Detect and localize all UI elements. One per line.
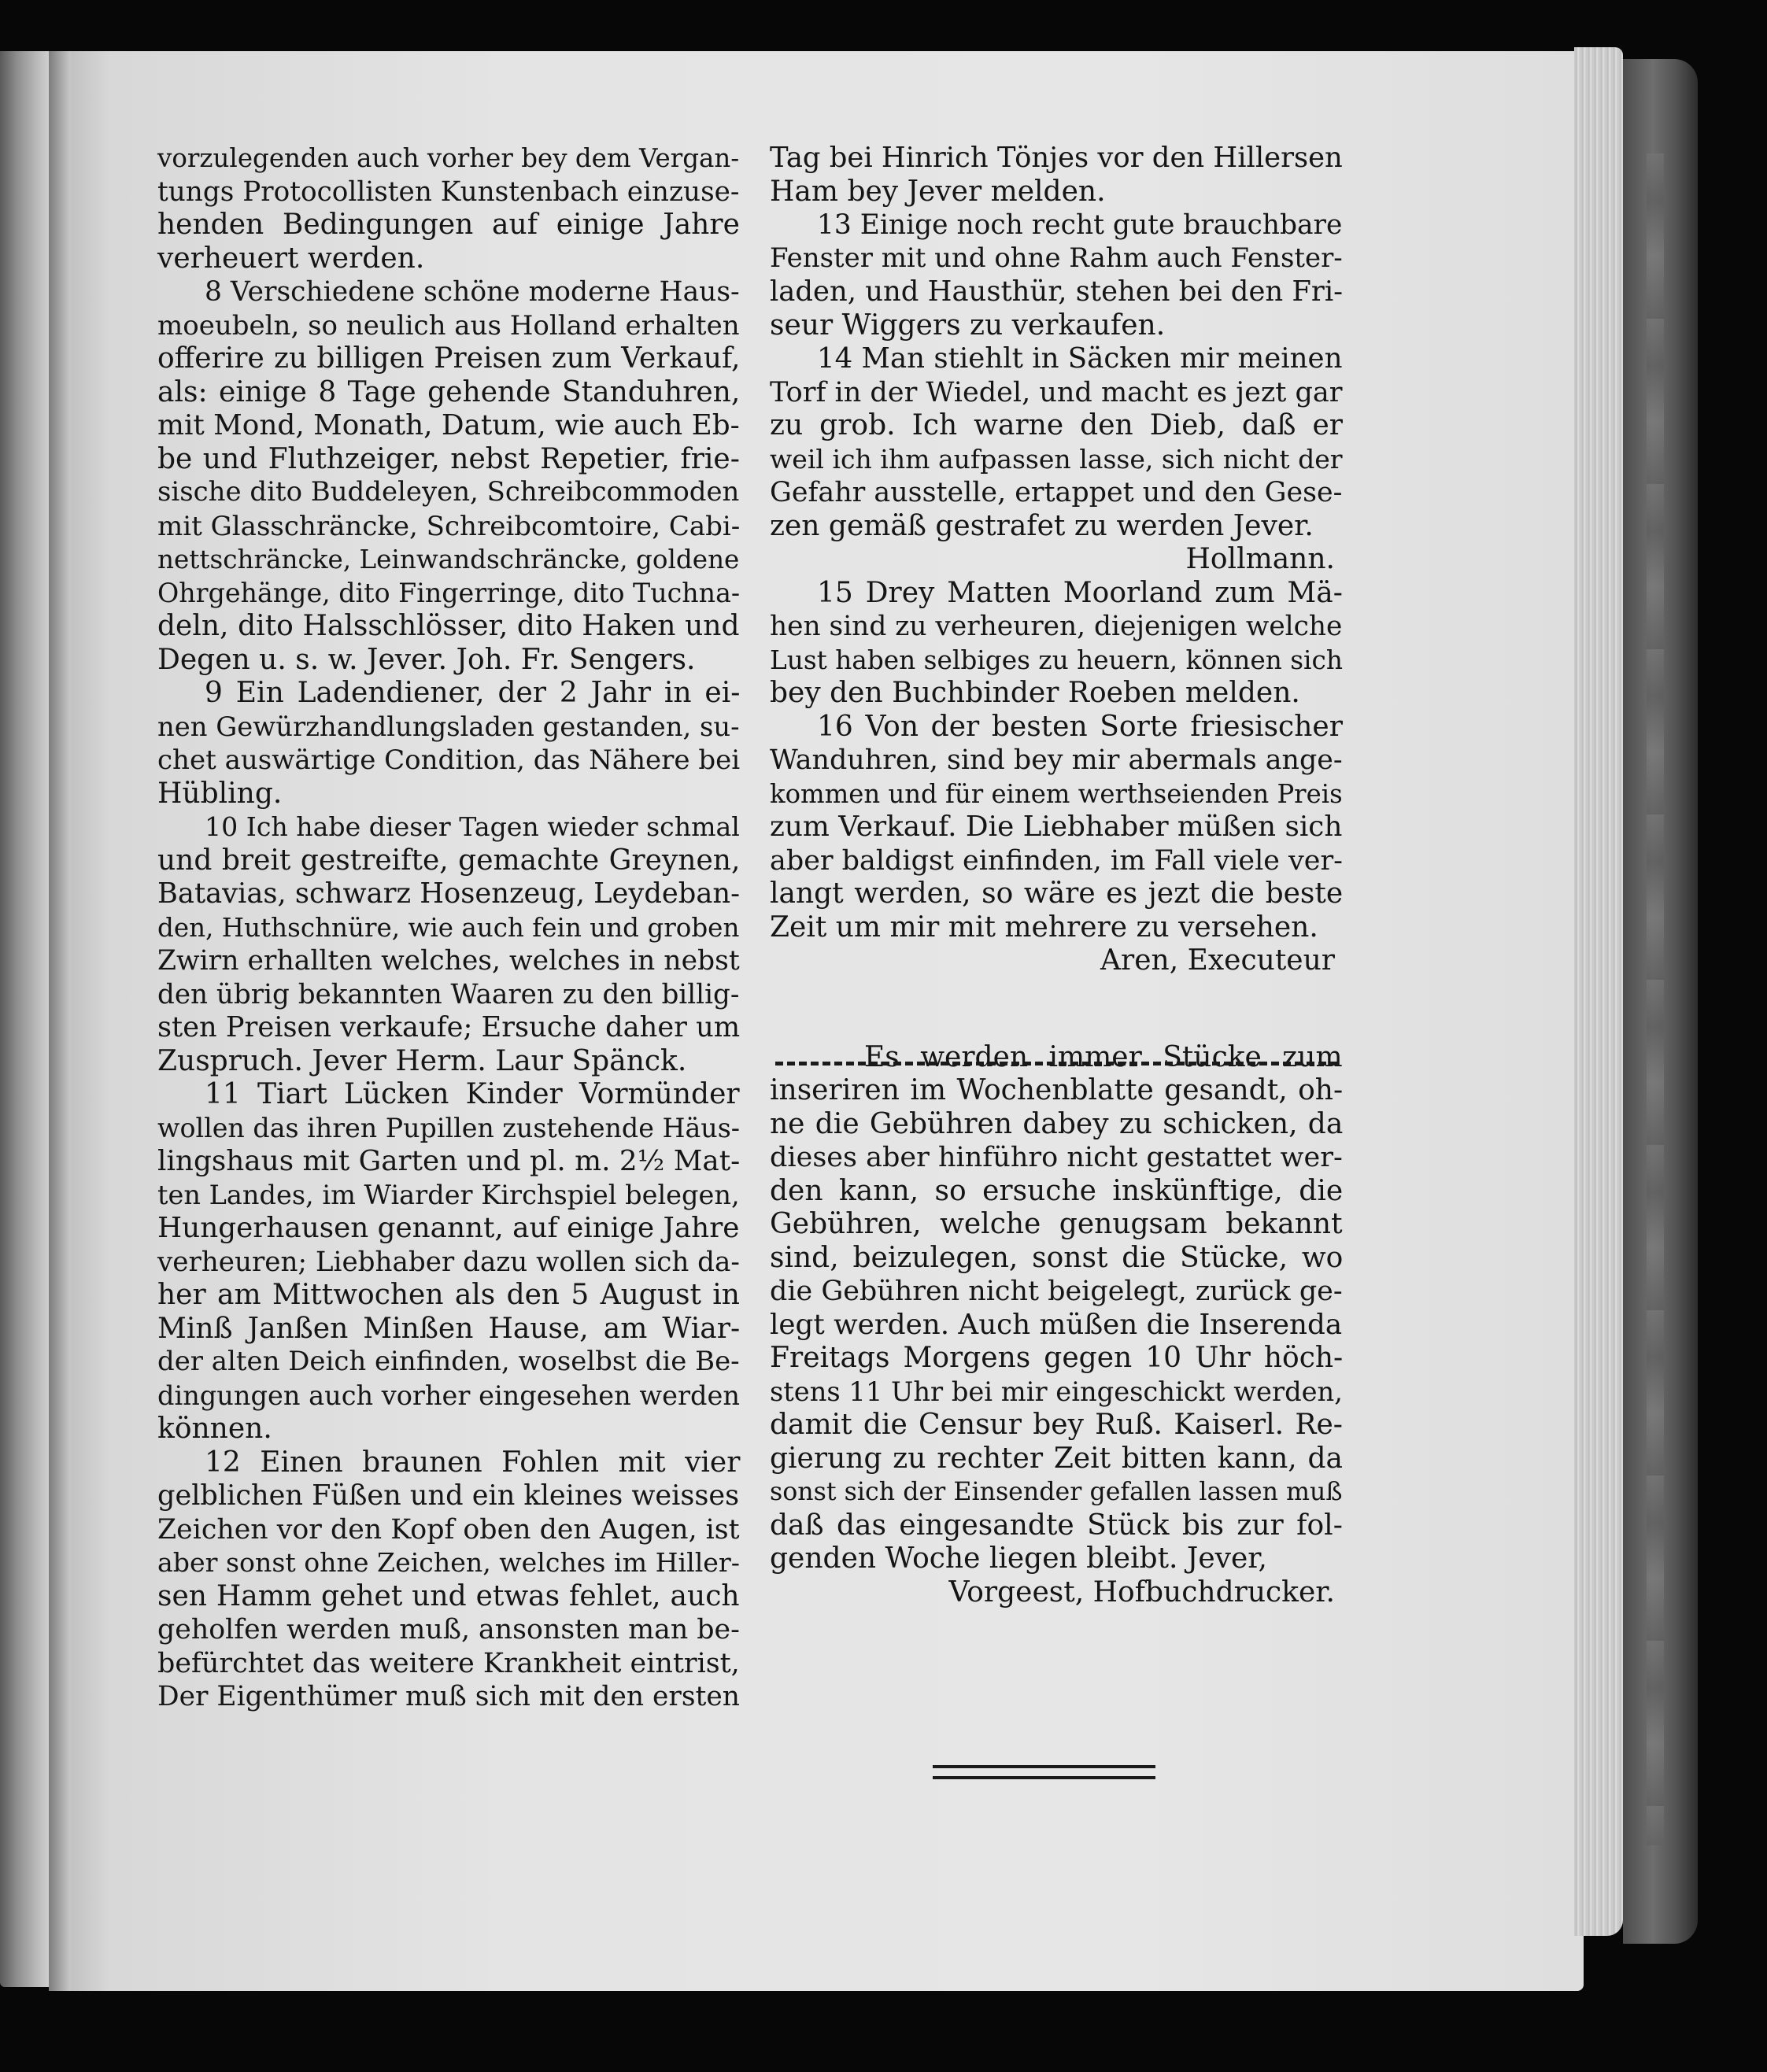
notice-entry bbox=[770, 711, 1343, 978]
text-line: hen sind zu verheuren, diejenigen welche bbox=[770, 611, 1343, 642]
text-line: damit die Censur bey Ruß. Kaiserl. Re- bbox=[770, 1409, 1343, 1441]
left-column bbox=[157, 142, 740, 1714]
double-rule-ornament bbox=[933, 1765, 1155, 1779]
text-line: genden Woche liegen bleibt. Jever, bbox=[770, 1542, 1268, 1575]
text-line: mit Mond, Monath, Datum, wie auch Eb- bbox=[157, 409, 740, 441]
dashed-separator bbox=[775, 1062, 1338, 1066]
signature: Vorgeest, Hofbuchdrucker. bbox=[948, 1575, 1335, 1608]
text-line: her am Mittwochen als den 5 August in bbox=[157, 1279, 740, 1311]
text-line: zen gemäß gestrafet zu werden Jever. bbox=[770, 509, 1314, 542]
text-line: 16 Von der besten Sorte friesischer bbox=[817, 710, 1343, 743]
notice-entry bbox=[770, 577, 1343, 711]
text-line: mit Glasschräncke, Schreibcomtoire, Cabi- bbox=[157, 510, 741, 542]
text-line: moeubeln, so neulich aus Holland erhalten bbox=[157, 309, 740, 342]
text-line: den kann, so ersuche inskünftige, die bbox=[770, 1174, 1344, 1207]
text-line: ten Landes, im Wiarder Kirchspiel belegen, bbox=[157, 1179, 740, 1210]
text-line: verheuert werden. bbox=[157, 242, 425, 275]
text-line: wollen das ihren Pupillen zustehende Häus- bbox=[157, 1112, 740, 1143]
text-line: Zeichen vor den Kopf oben den Augen, ist bbox=[157, 1513, 740, 1546]
text-line: kommen und für einem werthseienden Preis bbox=[770, 778, 1343, 809]
text-line: sonst sich der Einsender gefallen lassen muß bbox=[770, 1478, 1343, 1506]
text-line: be und Fluthzeiger, nebst Repetier, frie- bbox=[157, 442, 740, 475]
text-line: 14 Man stiehlt in Säcken mir meinen bbox=[817, 342, 1343, 375]
text-line: gierung zu rechter Zeit bitten kann, da bbox=[770, 1442, 1344, 1475]
text-line: und breit gestreifte, gemachte Greynen, bbox=[157, 844, 741, 877]
notice-entry bbox=[770, 142, 1343, 209]
text-line: Zuspruch. Jever Herm. Laur Spänck. bbox=[157, 1044, 687, 1077]
text-line: können. bbox=[157, 1413, 272, 1445]
text-line: 12 Einen braunen Fohlen mit vier bbox=[205, 1446, 741, 1479]
text-line: Torf in der Wiedel, und macht es jezt gar bbox=[770, 375, 1343, 408]
text-line: langt werden, so wäre es jezt die beste bbox=[770, 877, 1344, 910]
notice-entry bbox=[770, 1041, 1343, 1610]
text-line: zum Verkauf. Die Liebhaber müßen sich bbox=[770, 811, 1343, 843]
text-line: sind, beizulegen, sonst die Stücke, wo bbox=[770, 1241, 1344, 1274]
previous-page-edge bbox=[0, 51, 49, 1987]
text-line: aber baldigst einfinden, im Fall viele ver- bbox=[770, 844, 1343, 877]
text-line: der alten Deich einfinden, woselbst die Be- bbox=[157, 1346, 740, 1377]
text-line: nen Gewürzhandlungsladen gestanden, su- bbox=[157, 711, 740, 742]
text-line: Degen u. s. w. Jever. Joh. Fr. Sengers. bbox=[157, 643, 696, 676]
text-line: Gefahr ausstelle, ertappet und den Gese- bbox=[770, 477, 1343, 508]
text-line: Hübling. bbox=[157, 777, 283, 810]
text-line: Der Eigenthümer muß sich mit den ersten bbox=[157, 1681, 740, 1712]
text-line: Freitags Morgens gegen 10 Uhr höch- bbox=[770, 1342, 1344, 1374]
text-line: Ham bey Jever melden. bbox=[770, 175, 1106, 208]
text-line: Zeit um mir mit mehrere zu versehen. bbox=[770, 910, 1318, 944]
text-line: chet auswärtige Condition, das Nähere bei bbox=[157, 744, 741, 776]
text-line: die Gebühren nicht beigelegt, zurück ge- bbox=[770, 1276, 1343, 1307]
text-line: dingungen auch vorher eingesehen werden bbox=[157, 1379, 740, 1411]
notice-entry bbox=[157, 1078, 740, 1446]
text-line: geholfen werden muß, ansonsten man be- bbox=[157, 1614, 740, 1645]
text-line: Ohrgehänge, dito Fingerringe, dito Tuchna- bbox=[157, 577, 741, 608]
text-line: 15 Drey Matten Moorland zum Mä- bbox=[817, 576, 1343, 609]
text-line: verheuren; Liebhaber dazu wollen sich da- bbox=[157, 1246, 740, 1278]
text-line: Minß Janßen Minßen Hause, am Wiar- bbox=[157, 1312, 741, 1345]
text-line: befürchtet das weitere Krankheit eintrist, bbox=[157, 1647, 740, 1679]
text-line: sische dito Buddeleyen, Schreibcommoden bbox=[157, 477, 740, 508]
text-line: 11 Tiart Lücken Kinder Vormünder bbox=[205, 1078, 740, 1110]
notice-entry bbox=[157, 677, 740, 811]
text-line: seur Wiggers zu verkaufen. bbox=[770, 308, 1166, 342]
text-line: vorzulegenden auch vorher bey dem Vergan- bbox=[157, 143, 740, 173]
text-line: weil ich ihm aufpassen lasse, sich nicht der bbox=[770, 443, 1343, 475]
text-line: lingshaus mit Garten und pl. m. 2½ Mat- bbox=[157, 1145, 741, 1177]
text-line: nettschräncke, Leinwandschräncke, goldene bbox=[157, 545, 740, 574]
text-line: laden, und Hausthür, stehen bei den Fri- bbox=[770, 275, 1344, 308]
text-line: Hungerhausen genannt, auf einige Jahre bbox=[157, 1212, 740, 1244]
signature: Aren, Executeur bbox=[1100, 944, 1335, 977]
text-line: Tag bei Hinrich Tönjes vor den Hillersen bbox=[770, 142, 1343, 174]
text-line: als: einige 8 Tage gehende Standuhren, bbox=[157, 375, 741, 408]
text-line: den, Huthschnüre, wie auch fein und groben bbox=[157, 912, 740, 943]
signature: Hollmann. bbox=[1185, 543, 1335, 575]
text-line: sten Preisen verkaufe; Ersuche daher um bbox=[157, 1011, 741, 1043]
text-line: henden Bedingungen auf einige Jahre bbox=[157, 209, 740, 241]
right-column bbox=[770, 142, 1343, 1609]
page-block-edges bbox=[1574, 47, 1623, 1936]
text-line: offerire zu billigen Preisen zum Verkauf, bbox=[157, 342, 741, 375]
text-line: legt werden. Auch müßen die Inserenda bbox=[770, 1308, 1343, 1341]
notice-entry bbox=[157, 1446, 740, 1714]
text-line: deln, dito Halsschlösser, dito Haken und bbox=[157, 610, 740, 642]
text-line: 8 Verschiedene schöne moderne Haus- bbox=[205, 276, 740, 308]
text-line: ne die Gebühren dabey zu schicken, da bbox=[770, 1107, 1344, 1140]
text-line: bey den Buchbinder Roeben melden. bbox=[770, 677, 1300, 709]
text-line: 10 Ich habe dieser Tagen wieder schmal bbox=[205, 811, 740, 842]
text-line: Batavias, schwarz Hosenzeug, Leydeban- bbox=[157, 877, 741, 910]
text-line: gelblichen Füßen und ein kleines weisses bbox=[157, 1479, 740, 1512]
text-line: stens 11 Uhr bei mir eingeschickt werden, bbox=[770, 1376, 1343, 1407]
text-line: dieses aber hinführo nicht gestattet wer- bbox=[770, 1141, 1343, 1173]
text-line: Zwirn erhallten welches, welches in nebst bbox=[157, 945, 740, 977]
notice-entry bbox=[770, 209, 1343, 342]
notice-entry bbox=[157, 142, 740, 275]
book-binding bbox=[1623, 59, 1698, 1944]
text-line: den übrig bekannten Waaren zu den billig- bbox=[157, 978, 740, 1010]
text-line: inseriren im Wochenblatte gesandt, oh- bbox=[770, 1074, 1344, 1106]
text-line: tungs Protocollisten Kunstenbach einzuse- bbox=[157, 175, 740, 208]
notice-entry bbox=[157, 275, 740, 677]
text-line: Wanduhren, sind bey mir abermals ange- bbox=[770, 744, 1343, 776]
text-line: aber sonst ohne Zeichen, welches im Hiller- bbox=[157, 1547, 740, 1578]
page-gutter bbox=[49, 51, 71, 1991]
notice-entry bbox=[157, 811, 740, 1078]
text-line: sen Hamm gehet und etwas fehlet, auch bbox=[157, 1579, 740, 1612]
text-line: Lust haben selbiges zu heuern, können sich bbox=[770, 644, 1343, 675]
text-line: daß das eingesandte Stück bis zur fol- bbox=[770, 1509, 1343, 1542]
text-line: Fenster mit und ohne Rahm auch Fenster- bbox=[770, 242, 1343, 274]
text-line: 13 Einige noch recht gute brauchbare bbox=[817, 209, 1343, 241]
text-line: zu grob. Ich warne den Dieb, daß er bbox=[770, 409, 1343, 441]
text-line: 9 Ein Ladendiener, der 2 Jahr in ei- bbox=[205, 677, 741, 709]
notice-entry bbox=[770, 342, 1343, 577]
text-line: Gebühren, welche genugsam bekannt bbox=[770, 1208, 1343, 1240]
text-line: Es werden immer Stücke zum bbox=[864, 1040, 1343, 1073]
